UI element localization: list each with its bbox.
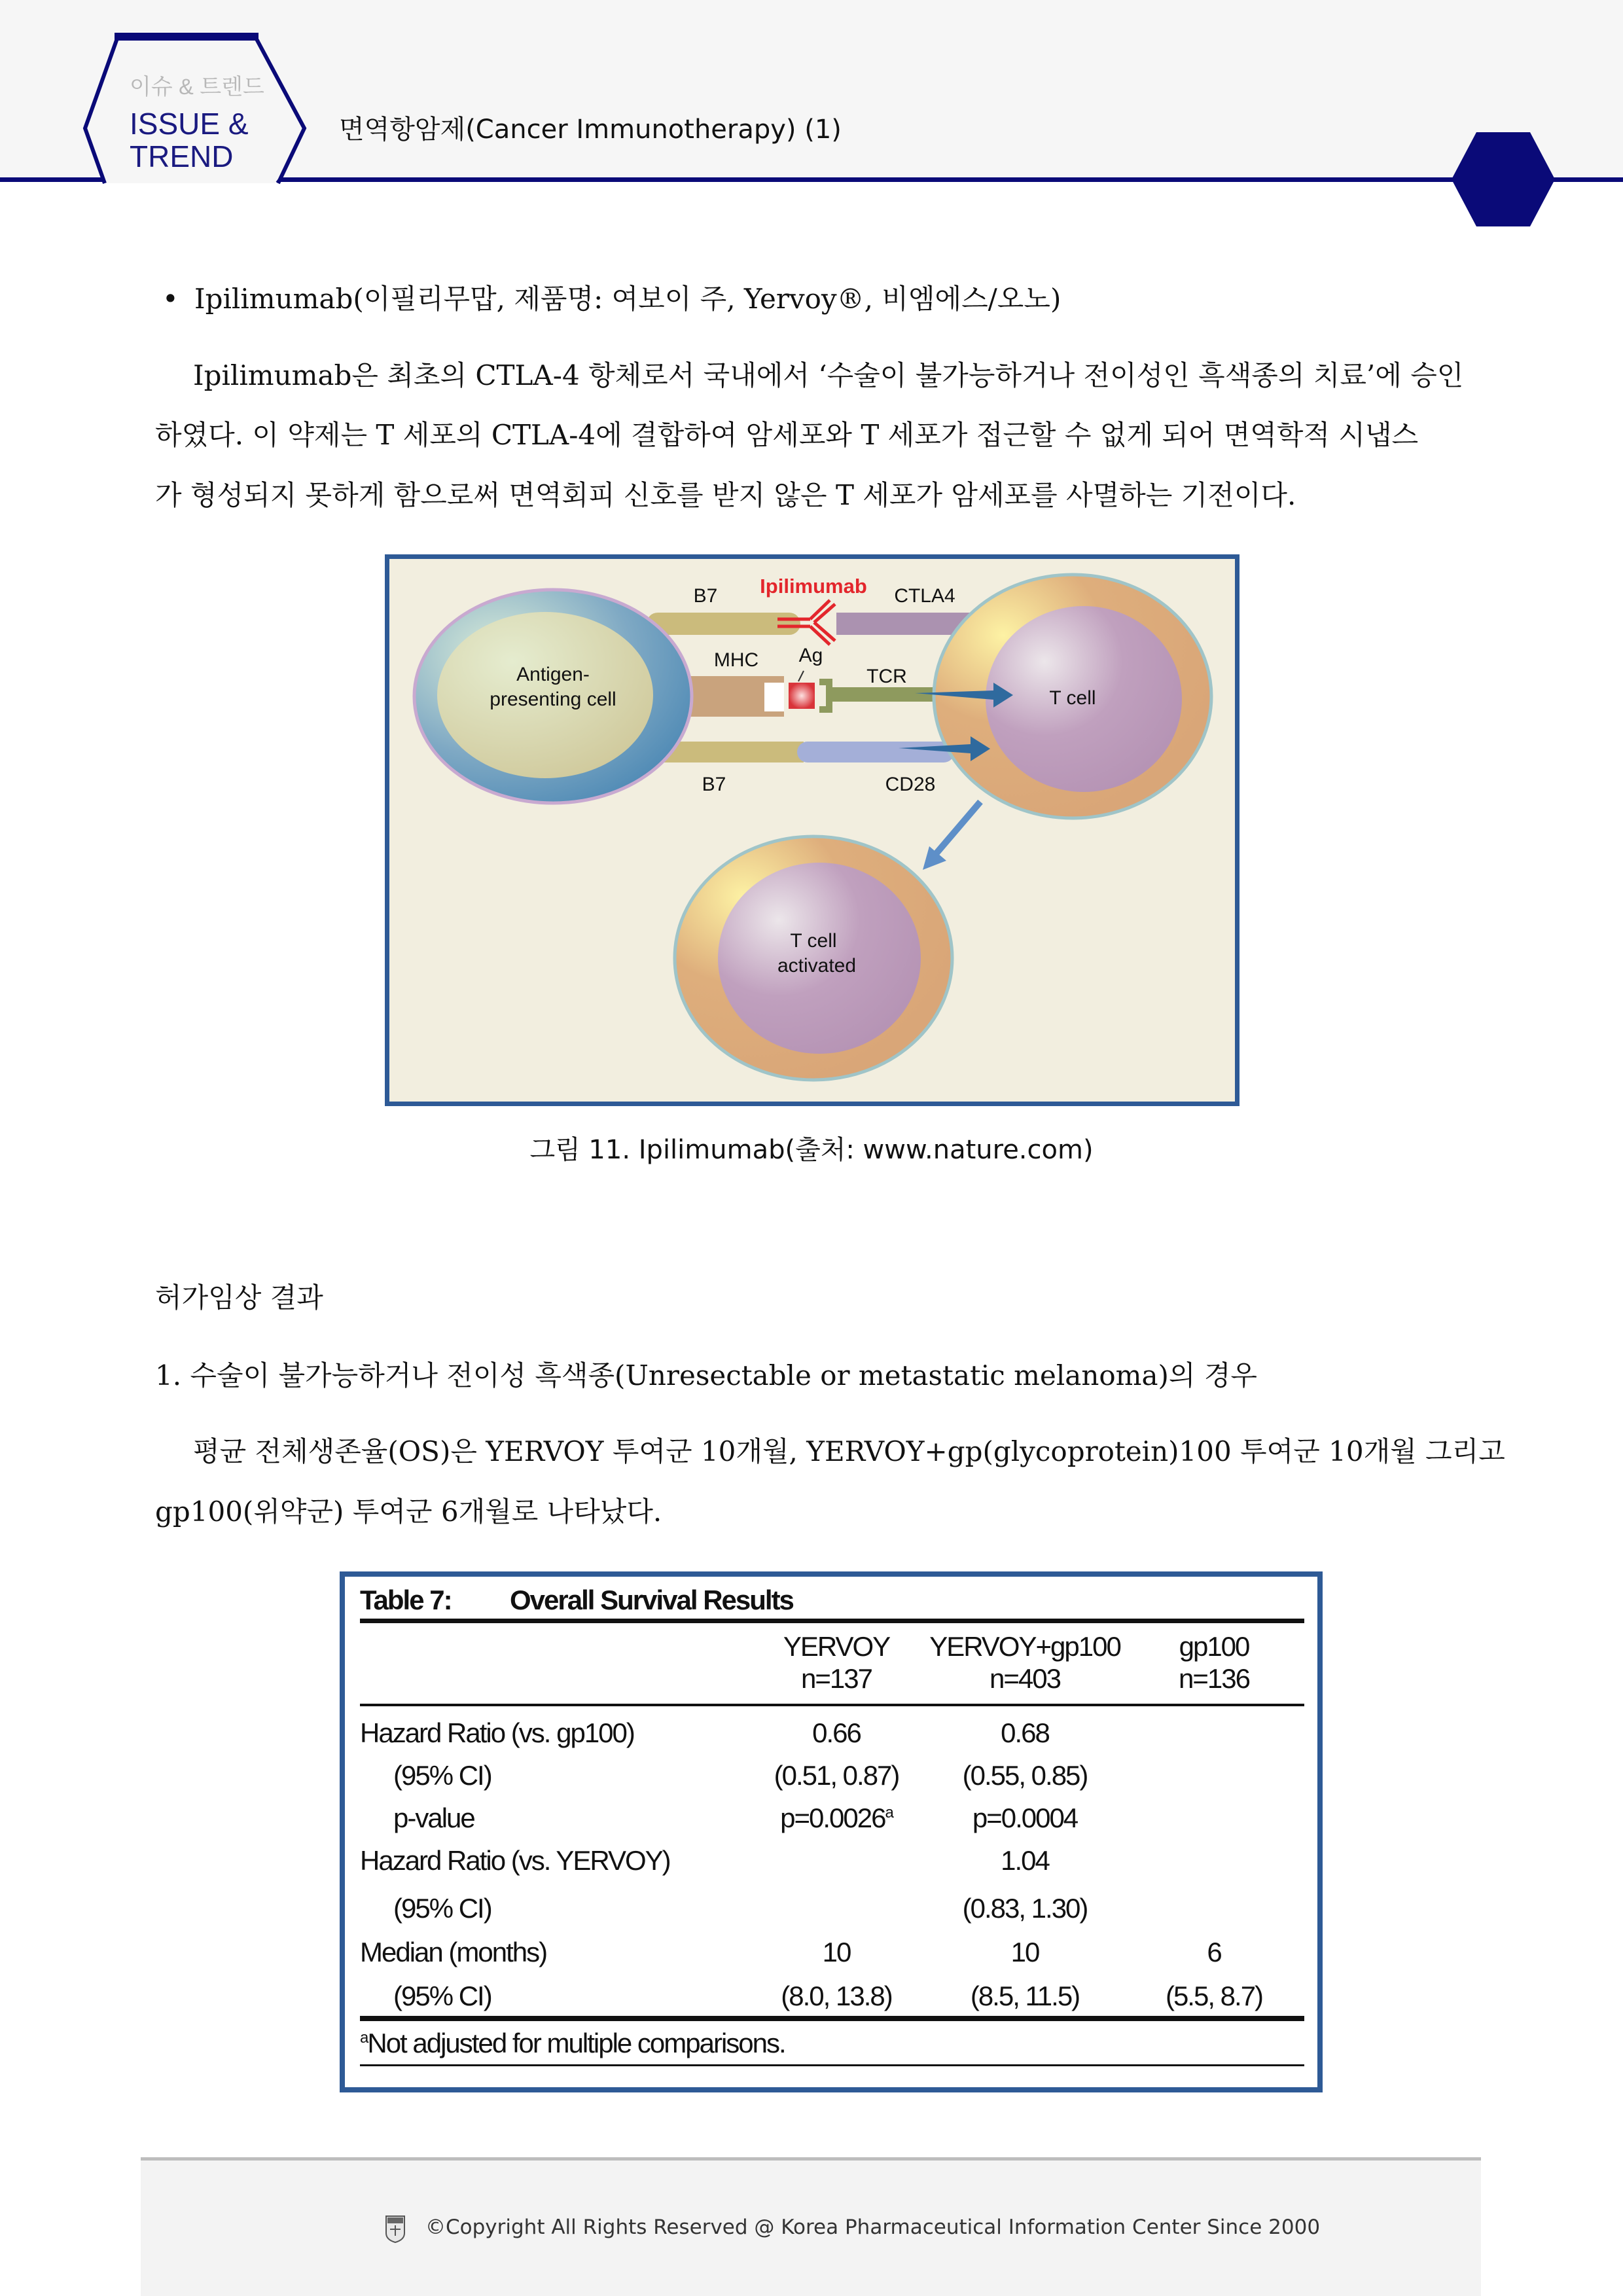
label-ipilimumab: Ipilimumab bbox=[760, 575, 867, 598]
column-header-n: n=137 bbox=[801, 1663, 872, 1694]
mechanism-figure bbox=[385, 554, 1240, 1106]
mhc-groove bbox=[764, 683, 784, 711]
antigen-pointer bbox=[798, 671, 804, 681]
table-cell bbox=[823, 1939, 851, 1966]
drug-heading: Ipilimumab(이필리무맙, 제품명: 여보이 주, Yervoy®, 비엠에스/오노) bbox=[194, 283, 1061, 315]
table-cell bbox=[1001, 1847, 1049, 1874]
cell-value: 10 bbox=[822, 1937, 851, 1967]
badge-korean: 이슈 & 트렌드 bbox=[130, 75, 264, 99]
column-header-name: YERVOY+gp100 bbox=[929, 1631, 1120, 1662]
badge-issue: ISSUE & bbox=[130, 107, 249, 141]
cell-value: 0.66 bbox=[812, 1717, 861, 1748]
table-title: Overall Survival Results bbox=[510, 1585, 793, 1615]
table-cell bbox=[780, 1804, 893, 1832]
label-apc-line2: presenting cell bbox=[490, 689, 616, 710]
label-activated-line1: T cell bbox=[790, 930, 837, 952]
row-label: Median (months) bbox=[360, 1937, 547, 1967]
column-header-name: gp100 bbox=[1179, 1631, 1249, 1662]
cell-value: (0.51, 0.87) bbox=[774, 1760, 899, 1791]
column-header-n: n=403 bbox=[990, 1663, 1060, 1694]
paragraph-line: 하였다. 이 약제는 T 세포의 CTLA-4에 결합하여 암세포와 T 세포가 접근할 수 없게 되어 면역학적 시냅스 bbox=[155, 419, 1419, 451]
footnote-ref: a bbox=[885, 1804, 893, 1821]
label-apc-line1: Antigen- bbox=[516, 664, 590, 685]
cell-value: (5.5, 8.7) bbox=[1165, 1981, 1263, 2011]
cell-value: (0.55, 0.85) bbox=[962, 1760, 1088, 1791]
bullet: • bbox=[162, 283, 179, 315]
cell-value: (8.0, 13.8) bbox=[781, 1981, 892, 2011]
label-ag: Ag bbox=[798, 645, 823, 666]
label-activated-line2: activated bbox=[777, 955, 857, 977]
table-cell bbox=[1011, 1939, 1039, 1966]
label-b7-bottom: B7 bbox=[702, 774, 726, 795]
antigen-square bbox=[789, 683, 815, 709]
badge-trend: TREND bbox=[130, 139, 234, 173]
table-cell bbox=[972, 1804, 1077, 1832]
table-label: Table 7: bbox=[360, 1585, 452, 1615]
row-label: Hazard Ratio (vs. gp100) bbox=[360, 1717, 634, 1748]
cell-value: p=0.0004 bbox=[972, 1803, 1078, 1833]
mechanism-diagram bbox=[389, 559, 1235, 1102]
table-cell bbox=[812, 1719, 861, 1747]
label-tcell: T cell bbox=[1049, 687, 1096, 709]
paragraph-line: 평균 전체생존율(OS)은 YERVOY 투여군 10개월, YERVOY+gp(glycoprotein)100 투여군 10개월 그리고 bbox=[193, 1435, 1505, 1467]
cd28-bar bbox=[797, 742, 954, 762]
cell-value: 0.68 bbox=[1001, 1717, 1049, 1748]
cell-value: (8.5, 11.5) bbox=[970, 1981, 1080, 2011]
b7-top-bar bbox=[647, 613, 800, 635]
column-header-n: n=136 bbox=[1179, 1663, 1249, 1694]
figure-caption: 그림 11. Ipilimumab(출처: www.nature.com) bbox=[529, 1135, 1094, 1165]
header-title: 면역항암제(Cancer Immunotherapy) (1) bbox=[339, 115, 842, 145]
table-rule-bottom bbox=[360, 2016, 1304, 2021]
cell-value: 10 bbox=[1010, 1937, 1039, 1967]
paragraph-line: gp100(위약군) 투여군 6개월로 나타났다. bbox=[155, 1496, 662, 1528]
footnote-text: Not adjusted for multiple comparisons. bbox=[367, 2028, 785, 2058]
table-cell bbox=[781, 1982, 891, 2010]
cell-value: 6 bbox=[1207, 1937, 1221, 1967]
cell-value: (0.83, 1.30) bbox=[962, 1893, 1088, 1924]
label-tcr: TCR bbox=[866, 666, 907, 687]
column-header-name: YERVOY bbox=[783, 1631, 890, 1662]
footnote-mark: a bbox=[360, 2029, 368, 2047]
paragraph-line: Ipilimumab은 최초의 CTLA-4 항체로서 국내에서 ‘수술이 불가능하거나 전이성인 흑색종의 치료’에 승인 bbox=[193, 359, 1464, 391]
tcr-bracket bbox=[819, 679, 832, 713]
table-rule-end bbox=[360, 2064, 1304, 2066]
overall-survival-table bbox=[340, 1571, 1323, 2092]
table-rule-top bbox=[360, 1619, 1304, 1623]
kpic-shield-icon bbox=[385, 2215, 406, 2244]
paragraph-line: 가 형성되지 못하게 함으로써 면역회피 신호를 받지 않은 T 세포가 암세포를 사멸하는 기전이다. bbox=[155, 479, 1296, 511]
row-label: p-value bbox=[393, 1803, 474, 1833]
label-b7-top: B7 bbox=[693, 585, 718, 607]
row-label: (95% CI) bbox=[393, 1981, 491, 2011]
row-label: (95% CI) bbox=[393, 1893, 491, 1924]
copyright-text: ©Copyright All Rights Reserved @ Korea Pharmaceutical Information Center Since 2000 bbox=[425, 2215, 1321, 2239]
table-cell bbox=[1166, 1982, 1262, 2010]
table-cell bbox=[963, 1762, 1088, 1789]
table-cell bbox=[1207, 1939, 1221, 1966]
cell-value: 1.04 bbox=[1001, 1845, 1049, 1876]
label-ctla4: CTLA4 bbox=[894, 585, 955, 607]
list-item-1: 1. 수술이 불가능하거나 전이성 흑색종(Unresectable or metastatic melanoma)의 경우 bbox=[155, 1359, 1257, 1391]
section-heading: 허가임상 결과 bbox=[155, 1282, 323, 1314]
row-label: Hazard Ratio (vs. YERVOY) bbox=[360, 1845, 670, 1876]
table-rule-header bbox=[360, 1704, 1304, 1706]
table-cell bbox=[971, 1982, 1079, 2010]
hexagon-decoration bbox=[1450, 131, 1556, 228]
label-cd28: CD28 bbox=[885, 774, 936, 795]
label-mhc: MHC bbox=[713, 649, 759, 671]
arrow-activation-icon bbox=[923, 802, 980, 870]
table-footnote bbox=[360, 2030, 785, 2057]
table-cell bbox=[1001, 1719, 1049, 1747]
cell-value: p=0.0026 bbox=[780, 1803, 885, 1833]
row-label: (95% CI) bbox=[393, 1760, 491, 1791]
table-cell bbox=[963, 1895, 1088, 1922]
table-cell bbox=[774, 1762, 899, 1789]
